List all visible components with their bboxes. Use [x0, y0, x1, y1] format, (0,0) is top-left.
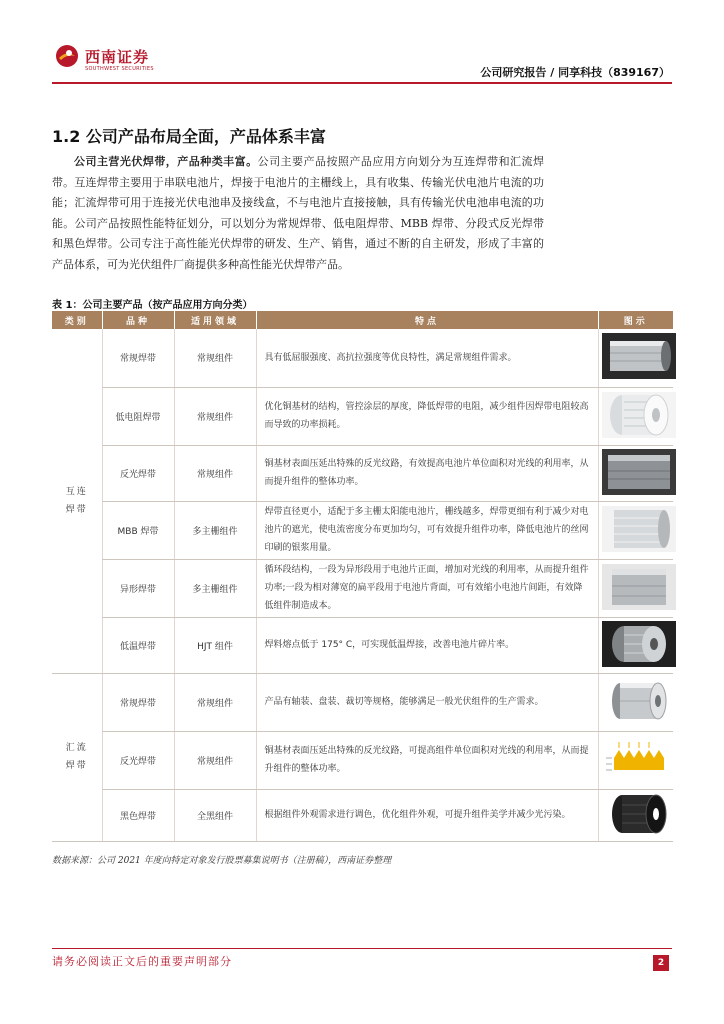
variety-cell: 异形焊带	[102, 559, 174, 617]
variety-cell: 常规焊带	[102, 673, 174, 731]
variety-cell: 反光焊带	[102, 731, 174, 789]
spool-dark-icon	[602, 621, 676, 667]
table-row	[52, 559, 673, 617]
products-table	[52, 311, 673, 842]
logo-chinese-name: 西南证券	[85, 48, 150, 66]
paragraph-body: 公司主要产品按照产品应用方向划分为互连焊带和汇流焊带。互连焊带主要用于串联电池片，焊接于电池片的主栅线上，具有收集、传输光伏电池片电流的功能；汇流焊带可用于连接光伏电池串及接线盒，不与电池片直接接触，具有传输光伏电池串电流的功能。公司产品按照性能特征划分，可以划分为常规焊带、低电阻焊带、MBB 焊带、分段式反光焊带和黑色焊带。公司专注于高性能光伏焊带的研发、生产、销售，通过不断的自主研发，形成了丰富的产品体系，可为光伏组件厂商提供多种高性能光伏焊带产品。	[52, 155, 545, 271]
field-cell: HJT 组件	[174, 617, 256, 673]
category-cell-busbar: 汇流 焊带	[52, 673, 102, 841]
field-cell: 全黑组件	[174, 789, 256, 841]
image-cell	[598, 789, 673, 841]
image-cell	[598, 501, 673, 559]
logo-emblem-icon	[55, 44, 79, 68]
field-cell: 常规组件	[174, 387, 256, 445]
header-divider	[52, 82, 672, 84]
spool-dark-icon	[602, 449, 676, 495]
image-cell	[598, 329, 673, 387]
feature-cell: 铜基材表面压延出特殊的反光纹路，有效提高电池片单位面积对光线的利用率，从而提升组件的整体功率。	[256, 445, 598, 501]
table-row	[52, 731, 673, 789]
section-title: 1.2 公司产品布局全面，产品体系丰富	[52, 127, 326, 146]
variety-cell: MBB 焊带	[102, 501, 174, 559]
footer-disclaimer: 请务必阅读正文后的重要声明部分	[52, 955, 232, 968]
category-cell-interconnect: 互连 焊带	[52, 329, 102, 673]
field-cell: 常规组件	[174, 329, 256, 387]
col-header-field: 适用领域	[174, 311, 256, 329]
table-row	[52, 501, 673, 559]
table-row	[52, 617, 673, 673]
spool-silver-icon	[602, 678, 676, 724]
image-cell	[598, 617, 673, 673]
section-paragraph	[52, 152, 544, 275]
feature-cell: 优化铜基材的结构，管控涂层的厚度，降低焊带的电阻，减少组件因焊带电阻较高而导致的功率损耗。	[256, 387, 598, 445]
report-header-title: 公司研究报告 / 同享科技（839167）	[480, 66, 670, 79]
spool-silver-icon	[602, 564, 676, 610]
col-header-variety: 品种	[102, 311, 174, 329]
col-header-image: 图示	[598, 311, 673, 329]
col-header-category: 类别	[52, 311, 102, 329]
reflective-ribbon-diagram-icon	[602, 736, 676, 782]
field-cell: 多主栅组件	[174, 501, 256, 559]
image-cell	[598, 673, 673, 731]
page-number: 2	[653, 955, 669, 971]
image-cell	[598, 731, 673, 789]
feature-cell: 具有低屈服强度、高抗拉强度等优良特性，满足常规组件需求。	[256, 329, 598, 387]
company-logo	[55, 44, 165, 76]
table-header-row	[52, 311, 673, 329]
table-row	[52, 789, 673, 841]
field-cell: 多主栅组件	[174, 559, 256, 617]
variety-cell: 低电阻焊带	[102, 387, 174, 445]
field-cell: 常规组件	[174, 445, 256, 501]
variety-cell: 反光焊带	[102, 445, 174, 501]
feature-cell: 根据组件外观需求进行调色，优化组件外观，可提升组件美学并减少光污染。	[256, 789, 598, 841]
table-row	[52, 329, 673, 387]
data-source-note: 数据来源：公司 2021 年度向特定对象发行股票募集说明书（注册稿），西南证券整理	[52, 856, 392, 866]
image-cell	[598, 559, 673, 617]
spool-silver-icon	[602, 333, 676, 379]
image-cell	[598, 445, 673, 501]
variety-cell: 常规焊带	[102, 329, 174, 387]
paragraph-lead: 公司主营光伏焊带，产品种类丰富。	[74, 155, 258, 168]
col-header-feature: 特点	[256, 311, 598, 329]
spool-white-icon	[602, 392, 676, 438]
logo-english-name: SOUTHWEST SECURITIES	[85, 66, 154, 72]
variety-cell: 低温焊带	[102, 617, 174, 673]
spool-black-icon	[602, 791, 676, 837]
feature-cell: 产品有轴装、盘装、裁切等规格，能够满足一般光伏组件的生产需求。	[256, 673, 598, 731]
table-caption: 表 1：公司主要产品（按产品应用方向分类）	[52, 300, 253, 311]
table-row	[52, 387, 673, 445]
feature-cell: 铜基材表面压延出特殊的反光纹路，可提高组件单位面积对光线的利用率，从而提升组件的整体功率。	[256, 731, 598, 789]
image-cell	[598, 387, 673, 445]
footer-divider	[52, 948, 672, 949]
spool-light-icon	[602, 506, 676, 552]
feature-cell: 循环段结构，一段为异形段用于电池片正面，增加对光线的利用率，从而提升组件功率;一段为相对薄宽的扁平段用于电池片背面，可有效缩小电池片间距，有效降低组件制造成本。	[256, 559, 598, 617]
feature-cell: 焊料熔点低于 175° C，可实现低温焊接，改善电池片碎片率。	[256, 617, 598, 673]
table-row	[52, 673, 673, 731]
field-cell: 常规组件	[174, 673, 256, 731]
variety-cell: 黑色焊带	[102, 789, 174, 841]
table-row	[52, 445, 673, 501]
field-cell: 常规组件	[174, 731, 256, 789]
feature-cell: 焊带直径更小，适配于多主栅太阳能电池片，栅线越多，焊带更细有利于减少对电池片的遮光，使电流密度分布更加均匀，可有效提升组件功率，降低电池片的丝网印刷的银浆用量。	[256, 501, 598, 559]
